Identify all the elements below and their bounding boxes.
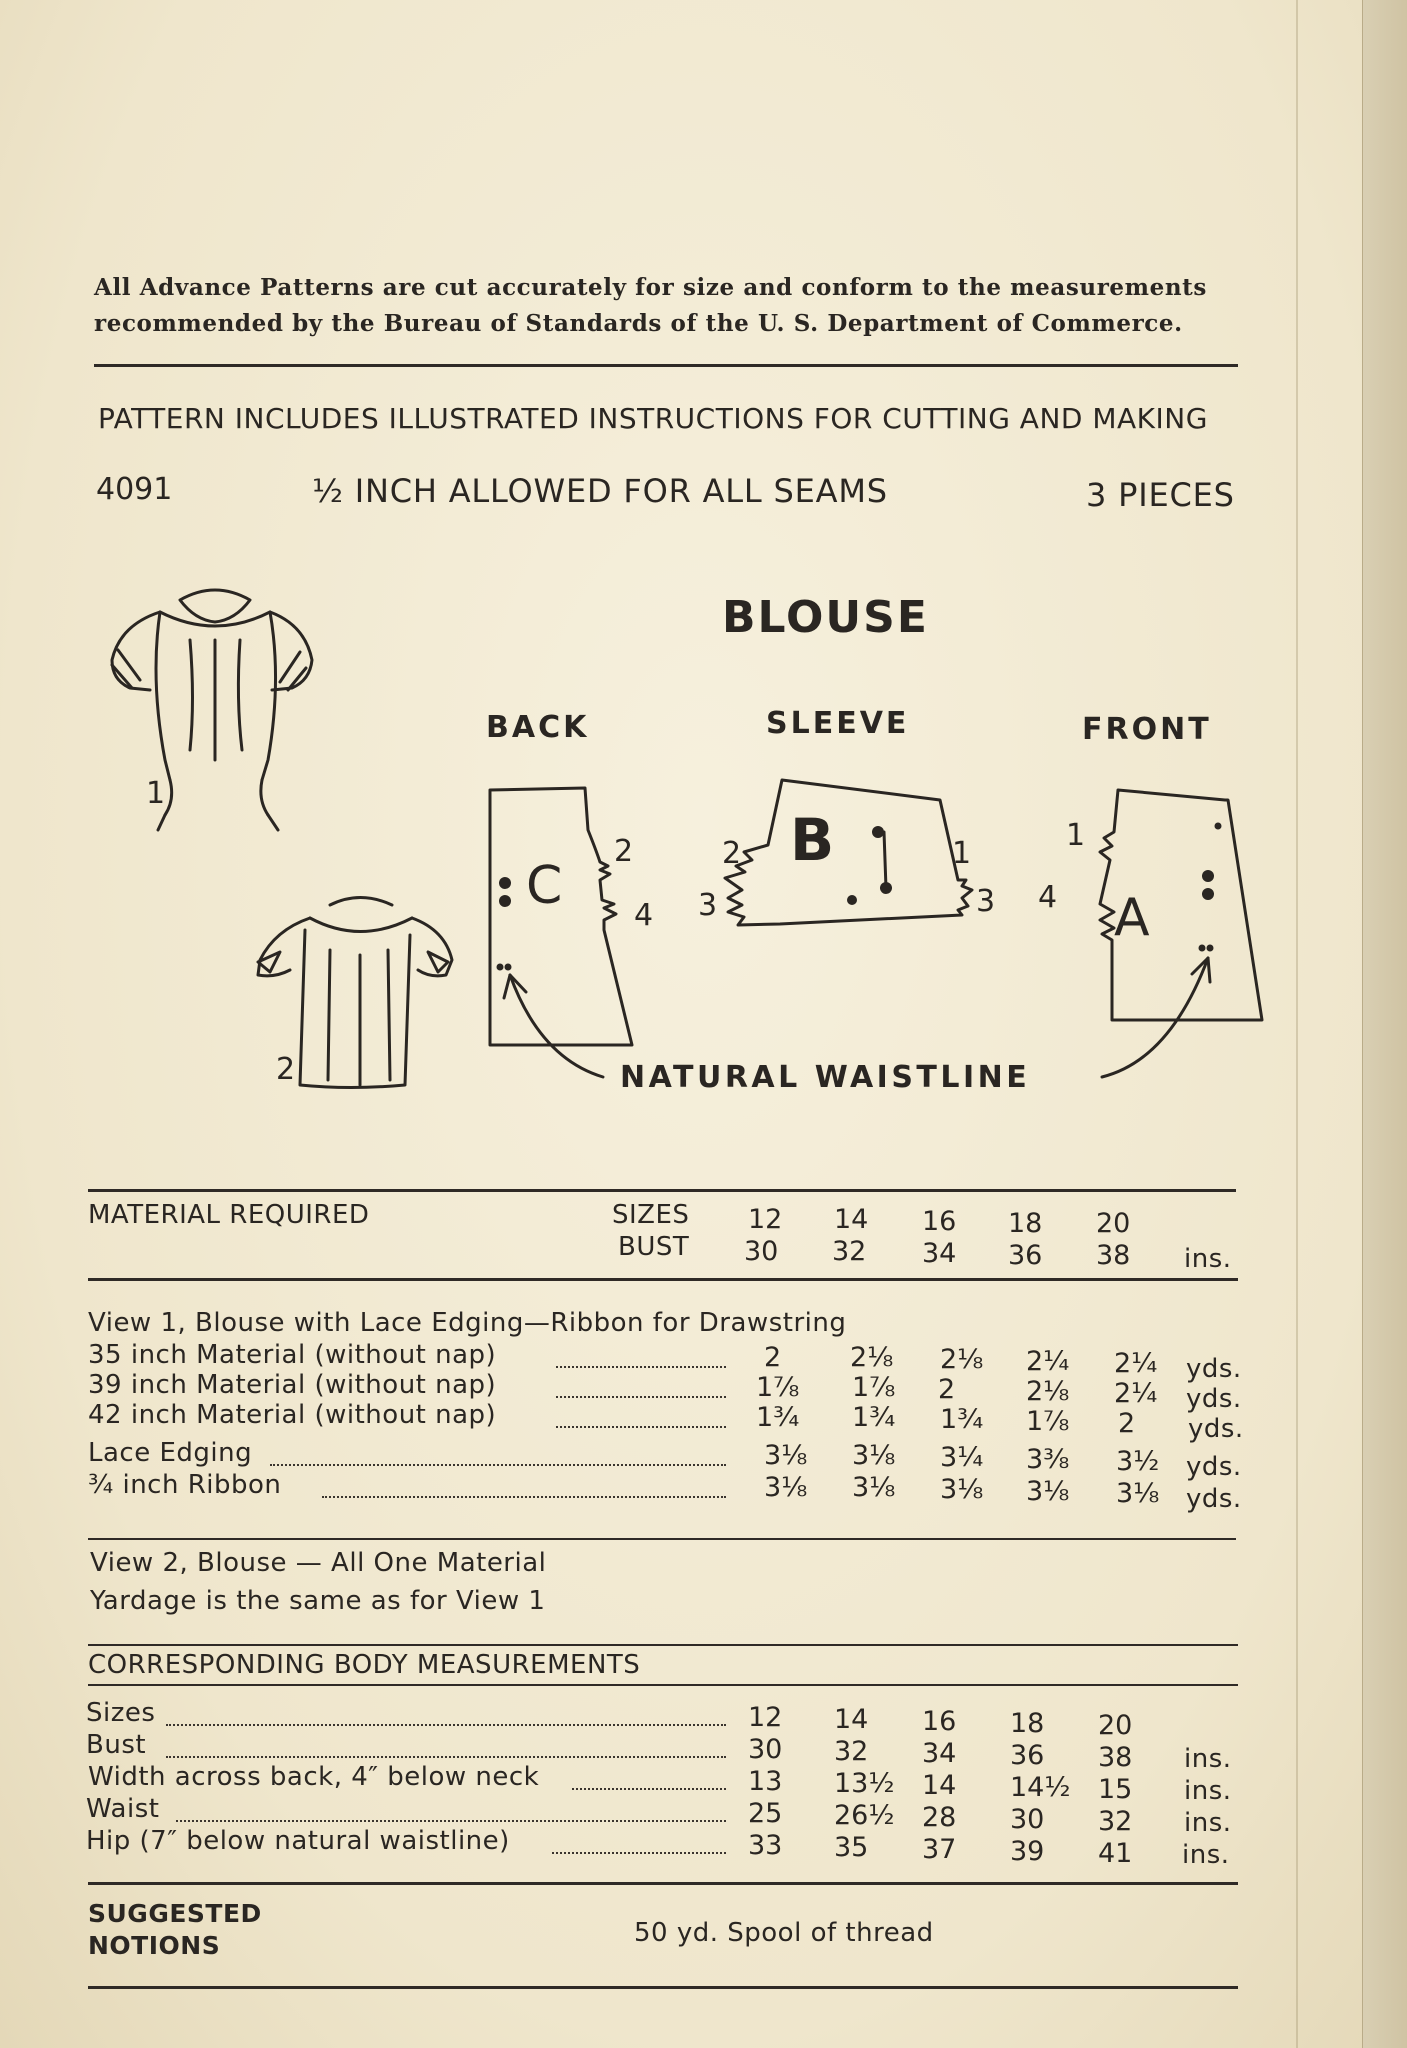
bust-unit: ins. xyxy=(1184,1244,1232,1274)
row-label: 35 inch Material (without nap) xyxy=(88,1340,497,1370)
row-value: 1⅞ xyxy=(756,1372,800,1403)
view-1-label: 1 xyxy=(146,776,166,811)
notch-dot xyxy=(497,964,504,971)
leader-dots xyxy=(556,1426,726,1428)
piece-letter-a: A xyxy=(1114,888,1150,948)
size-18: 18 xyxy=(1008,1208,1043,1239)
row-label: ¾ inch Ribbon xyxy=(88,1470,282,1500)
bust-32: 32 xyxy=(832,1236,867,1267)
piece-count: 3 PIECES xyxy=(1086,476,1235,514)
divider xyxy=(88,1684,1238,1686)
seam-allowance: ½ INCH ALLOWED FOR ALL SEAMS xyxy=(312,472,888,510)
row-value: 2¼ xyxy=(1114,1378,1158,1409)
row-label: Hip (7″ below natural waistline) xyxy=(86,1826,510,1856)
row-unit: yds. xyxy=(1186,1484,1242,1514)
body-heading: CORRESPONDING BODY MEASUREMENTS xyxy=(88,1650,641,1680)
row-value: 2¼ xyxy=(1114,1348,1158,1379)
piece-letter-b: B xyxy=(790,806,835,874)
row-value: 33 xyxy=(748,1830,783,1861)
row-value: 25 xyxy=(748,1798,783,1829)
row-unit: yds. xyxy=(1188,1414,1244,1444)
size-12: 12 xyxy=(748,1204,783,1235)
row-label: 42 inch Material (without nap) xyxy=(88,1400,497,1430)
row-value: 14 xyxy=(834,1704,869,1735)
row-value: 3⅛ xyxy=(852,1472,896,1503)
leader-dots xyxy=(176,1820,726,1822)
pattern-number: 4091 xyxy=(96,472,173,507)
row-value: 36 xyxy=(1010,1740,1045,1771)
row-value: 26½ xyxy=(834,1800,895,1831)
bust-30: 30 xyxy=(744,1236,779,1267)
row-value: 35 xyxy=(834,1832,869,1863)
leader-dots xyxy=(322,1496,726,1498)
garment-title: BLOUSE xyxy=(722,592,929,643)
row-value: 3¼ xyxy=(940,1442,984,1473)
notch-number: 3 xyxy=(976,884,996,919)
row-unit: ins. xyxy=(1184,1808,1232,1838)
row-label: Waist xyxy=(86,1794,160,1824)
row-value: 32 xyxy=(1098,1806,1133,1837)
row-value: 30 xyxy=(748,1734,783,1765)
leader-dots xyxy=(556,1366,726,1368)
row-value: 15 xyxy=(1098,1774,1133,1805)
row-value: 1¾ xyxy=(852,1402,896,1433)
row-value: 32 xyxy=(834,1736,869,1767)
notch-dot xyxy=(499,895,511,907)
notch-number: 1 xyxy=(1066,818,1086,853)
bust-34: 34 xyxy=(922,1238,957,1269)
notions-value: 50 yd. Spool of thread xyxy=(634,1918,934,1948)
row-label: Bust xyxy=(86,1730,147,1760)
divider xyxy=(88,1882,1238,1885)
row-value: 1⅞ xyxy=(852,1372,896,1403)
row-value: 3⅛ xyxy=(764,1440,808,1471)
row-value: 34 xyxy=(922,1738,957,1769)
row-value: 28 xyxy=(922,1802,957,1833)
notch-number: 2 xyxy=(722,836,742,871)
notch-dot xyxy=(1202,888,1214,900)
divider xyxy=(88,1644,1238,1646)
row-value: 14½ xyxy=(1010,1772,1071,1803)
row-value: 3⅛ xyxy=(1026,1476,1070,1507)
row-value: 2 xyxy=(764,1342,782,1373)
row-value: 3⅛ xyxy=(940,1474,984,1505)
row-unit: yds. xyxy=(1186,1452,1242,1482)
row-value: 41 xyxy=(1098,1838,1133,1869)
notch-number: 2 xyxy=(614,834,634,869)
row-value: 13 xyxy=(748,1766,783,1797)
front-label: FRONT xyxy=(1082,712,1212,747)
notions-label-line2: NOTIONS xyxy=(88,1931,221,1960)
size-14: 14 xyxy=(834,1204,869,1235)
view-2-heading: View 2, Blouse — All One Material xyxy=(90,1548,547,1578)
row-value: 38 xyxy=(1098,1742,1133,1773)
row-label: Width across back, 4″ below neck xyxy=(88,1762,540,1792)
divider xyxy=(88,1189,1236,1192)
notch-dot xyxy=(847,895,857,905)
row-value: 1¾ xyxy=(940,1404,984,1435)
sleeve-label: SLEEVE xyxy=(766,706,910,741)
row-value: 1¾ xyxy=(756,1402,800,1433)
view-2-note: Yardage is the same as for View 1 xyxy=(90,1586,546,1616)
bust-36: 36 xyxy=(1008,1240,1043,1271)
leader-dots xyxy=(556,1396,726,1398)
view-2-label: 2 xyxy=(276,1052,296,1087)
bust-label: BUST xyxy=(618,1232,690,1262)
row-value: 13½ xyxy=(834,1768,895,1799)
piece-letter-c: C xyxy=(526,856,563,916)
row-value: 3½ xyxy=(1116,1446,1160,1477)
row-value: 16 xyxy=(922,1706,957,1737)
size-20: 20 xyxy=(1096,1208,1131,1239)
notch-number: 4 xyxy=(634,898,654,933)
notch-dot xyxy=(505,964,512,971)
notch-dot xyxy=(1202,870,1214,882)
row-label: Lace Edging xyxy=(88,1438,253,1468)
natural-waistline-label: NATURAL WAISTLINE xyxy=(620,1060,1031,1095)
row-value: 39 xyxy=(1010,1836,1045,1867)
row-label: 39 inch Material (without nap) xyxy=(88,1370,497,1400)
divider xyxy=(88,1538,1236,1540)
row-value: 20 xyxy=(1098,1710,1133,1741)
notch-dot xyxy=(1207,945,1214,952)
row-value: 12 xyxy=(748,1702,783,1733)
notch-number: 1 xyxy=(952,836,972,871)
leader-dots xyxy=(166,1756,726,1758)
size-16: 16 xyxy=(922,1206,957,1237)
view-1-sketch xyxy=(112,590,312,830)
row-value: 2 xyxy=(938,1374,956,1405)
notch-dot xyxy=(880,882,892,894)
notions-label-line1: SUGGESTED xyxy=(88,1899,262,1928)
notch-dot xyxy=(1199,945,1206,952)
row-value: 2¼ xyxy=(1026,1346,1070,1377)
leader-dots xyxy=(552,1852,726,1854)
row-value: 30 xyxy=(1010,1804,1045,1835)
notch-number: 3 xyxy=(698,888,718,923)
notch-dot xyxy=(872,826,884,838)
standards-note-line2: recommended by the Bureau of Standards of the U. S. Department of Commerce. xyxy=(94,310,1183,337)
row-unit: yds. xyxy=(1186,1384,1242,1414)
divider xyxy=(88,1278,1238,1281)
row-unit: ins. xyxy=(1184,1744,1232,1774)
back-label: BACK xyxy=(486,710,590,745)
row-value: 3⅛ xyxy=(764,1472,808,1503)
material-heading: MATERIAL REQUIRED xyxy=(88,1200,370,1230)
row-unit: ins. xyxy=(1184,1776,1232,1806)
row-value: 2⅛ xyxy=(850,1342,894,1373)
standards-note-line1: All Advance Patterns are cut accurately for size and conform to the measurements xyxy=(94,274,1207,301)
row-unit: ins. xyxy=(1182,1840,1230,1870)
row-value: 37 xyxy=(922,1834,957,1865)
row-value: 14 xyxy=(922,1770,957,1801)
back-pattern-piece xyxy=(490,788,632,1045)
row-value: 2⅛ xyxy=(940,1344,984,1375)
row-value: 2⅛ xyxy=(1026,1376,1070,1407)
row-label: Sizes xyxy=(86,1698,156,1728)
bust-38: 38 xyxy=(1096,1240,1131,1271)
view-1-heading: View 1, Blouse with Lace Edging—Ribbon for Drawstring xyxy=(88,1308,847,1338)
sizes-label: SIZES xyxy=(612,1200,690,1230)
notions-label xyxy=(88,1898,262,1962)
row-value: 18 xyxy=(1010,1708,1045,1739)
instructions-note: PATTERN INCLUDES ILLUSTRATED INSTRUCTIONS FOR CUTTING AND MAKING xyxy=(98,402,1208,435)
row-value: 2 xyxy=(1118,1408,1136,1439)
divider xyxy=(88,1986,1238,1989)
leader-dots xyxy=(572,1788,726,1790)
notch-dot xyxy=(1215,823,1222,830)
leader-dots xyxy=(270,1464,726,1466)
row-value: 3⅛ xyxy=(1116,1478,1160,1509)
notch-dot xyxy=(499,877,511,889)
row-value: 3⅛ xyxy=(852,1440,896,1471)
row-unit: yds. xyxy=(1186,1354,1242,1384)
notch-number: 4 xyxy=(1038,880,1058,915)
row-value: 1⅞ xyxy=(1026,1406,1070,1437)
row-value: 3⅜ xyxy=(1026,1444,1070,1475)
leader-dots xyxy=(166,1724,726,1726)
